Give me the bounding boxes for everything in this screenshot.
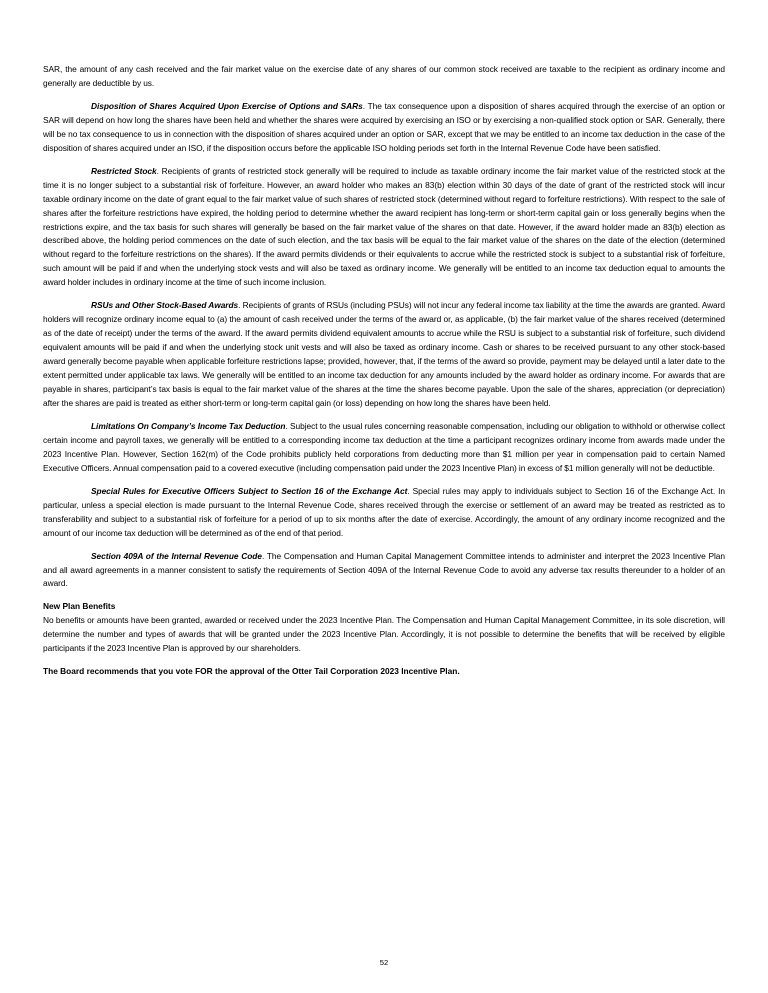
paragraph-sar-continuation <box>43 63 725 91</box>
paragraph-limitations-on-income-tax-deduction <box>43 420 725 476</box>
paragraph-text: . Subject to the usual rules concerning reasonable compensation, including our obligation to withhold or otherwise collect certain income and payroll taxes, we generally will be entitled to a corresponding income tax deduction at the time a participant recognizes ordinary income from awards made under the 2023 Incentive Plan. However, Section 162(m) of the Code prohibits publicly held corporations from deducting more than $1 million per year in compensation paid to certain Named Executive Officers. Annual compensation paid to a covered executive (including compensation paid under the 2023 Incentive Plan) in excess of $1 million generally will not be deductible. <box>43 420 725 473</box>
paragraph-text: SAR, the amount of any cash received and the fair market value on the exercise date of any shares of our common stock received are taxable to the recipient as ordinary income and generally are deductible by us. <box>43 64 725 88</box>
run-in-heading-limitations-on-income-tax-deduction: Limitations On Company’s Income Tax Deduction <box>91 420 286 431</box>
page-content <box>43 63 725 679</box>
run-in-heading-disposition-of-shares: Disposition of Shares Acquired Upon Exercise of Options and SARs <box>91 100 363 111</box>
board-recommendation: The Board recommends that you vote FOR the approval of the Otter Tail Corporation 2023 Incentive Plan. <box>43 666 460 677</box>
run-in-heading-special-rules-section-16: Special Rules for Executive Officers Subject to Section 16 of the Exchange Act <box>91 485 408 496</box>
paragraph-special-rules-section-16 <box>43 485 725 541</box>
paragraph-text: . Special rules may apply to individuals subject to Section 16 of the Exchange Act. In particular, unless a special election is made pursuant to the Internal Revenue Code, shares received through the exercise or settlement of an award may be treated as restricted as to transferability and subject to a substantial risk of forfeiture for a period of up to six months after the date of exercise. Accordingly, the amount of any ordinary income recognized and the amount of our income tax deduction will be determined as of the end of that period. <box>43 485 725 538</box>
paragraph-disposition-of-shares <box>43 100 725 156</box>
paragraph-text: . Recipients of grants of RSUs (including PSUs) will not incur any federal income tax liability at the time the awards are granted. Award holders will recognize ordinary income equal to (a) the amount of cash received under the terms of the award or, as applicable, (b) the fair market value of the shares received (determined as of the date of receipt) under the terms of the award. If the award permits dividend equivalent amounts to accrue while the RSU is subject to a substantial risk of forfeiture, such dividend equivalent amounts will be paid if and when the underlying stock unit vests and will also be taxed as ordinary income. Cash or shares to be received pursuant to any other stock-based award generally become payable when applicable forfeiture restrictions lapse; provided, however, that, if the terms of the award so provide, payment may be delayed until a later date to the extent permitted under applicable tax laws. We generally will be entitled to an income tax deduction for any amounts included by the award holder as ordinary income. For awards that are payable in shares, participant’s tax basis is equal to the fair market value of the shares at the time the shares become payable. Upon the sale of the shares, appreciation (or depreciation) after the shares are paid is treated as either short-term or long-term capital gain (or loss) depending on how long the shares have been held. <box>43 300 725 408</box>
run-in-heading-restricted-stock: Restricted Stock <box>91 165 157 176</box>
section-heading-new-plan-benefits: New Plan Benefits <box>43 601 116 612</box>
run-in-heading-section-409a: Section 409A of the Internal Revenue Code <box>91 550 262 561</box>
paragraph-section-409a <box>43 550 725 592</box>
paragraph-text: . Recipients of grants of restricted stock generally will be required to include as taxable ordinary income the fair market value of the restricted stock at the time it is no longer subject to a substantial risk of forfeiture. However, an award holder who makes an 83(b) election within 30 days of the date of grant of the restricted stock will incur taxable ordinary income on the date of grant equal to the fair market value of such shares of restricted stock (determined without regard to forfeiture restrictions). With respect to the sale of shares after the forfeiture restrictions have expired, the holding period to determine whether the award recipient has long-term or short-term capital gain or loss generally begins when the restrictions expire, and the tax basis for such shares will generally be based on the fair market value of the shares on that date. However, if the award holder made an 83(b) election as described above, the holding period commences on the date of such election, and the tax basis will be equal to the fair market value of the shares on the date of the election (determined without regard to the forfeiture restrictions on the shares). If the award permits dividends or their equivalents to accrue while the restricted stock is subject to a substantial risk of forfeiture, such amount will be paid if and when the underlying stock vests and will also be taxed as ordinary income. We generally will be entitled to an income tax deduction equal to amounts the award holder includes in ordinary income at the time of such income inclusion. <box>43 165 725 288</box>
page-number: 52 <box>379 958 389 967</box>
paragraph-text: . The tax consequence upon a disposition of shares acquired through the exercise of an option or SAR will depend on how long the shares have been held and whether the shares were acquired by exercising an ISO or by exercising a non-qualified stock option or SAR. Generally, there will be no tax consequence to us in connection with the disposition of shares acquired under an option or SAR, except that we may be entitled to an income tax deduction in the case of the disposition of shares acquired under an ISO, if the disposition occurs before the applicable ISO holding periods set forth in the Internal Revenue Code have been satisfied. <box>43 100 725 153</box>
paragraph-rsus-and-other-stock-based-awards <box>43 299 725 411</box>
paragraph-text: . The Compensation and Human Capital Management Committee intends to administer and interpret the 2023 Incentive Plan and all award agreements in a manner consistent to satisfy the requirements of Section 409A of the Internal Revenue Code to avoid any adverse tax results thereunder to a holder of an award. <box>43 550 725 589</box>
run-in-heading-rsus-and-other-stock-based-awards: RSUs and Other Stock-Based Awards <box>91 300 239 311</box>
paragraph-new-plan-benefits: No benefits or amounts have been granted, awarded or received under the 2023 Incentive Plan. The Compensation and Human Capital Management Committee, in its sole discretion, will determine the number and types of awards that will be granted under the 2023 Incentive Plan. Accordingly, it is not possible to determine the benefits that will be received by eligible participants if the 2023 Incentive Plan is approved by our shareholders. <box>43 615 725 654</box>
paragraph-restricted-stock <box>43 165 725 291</box>
